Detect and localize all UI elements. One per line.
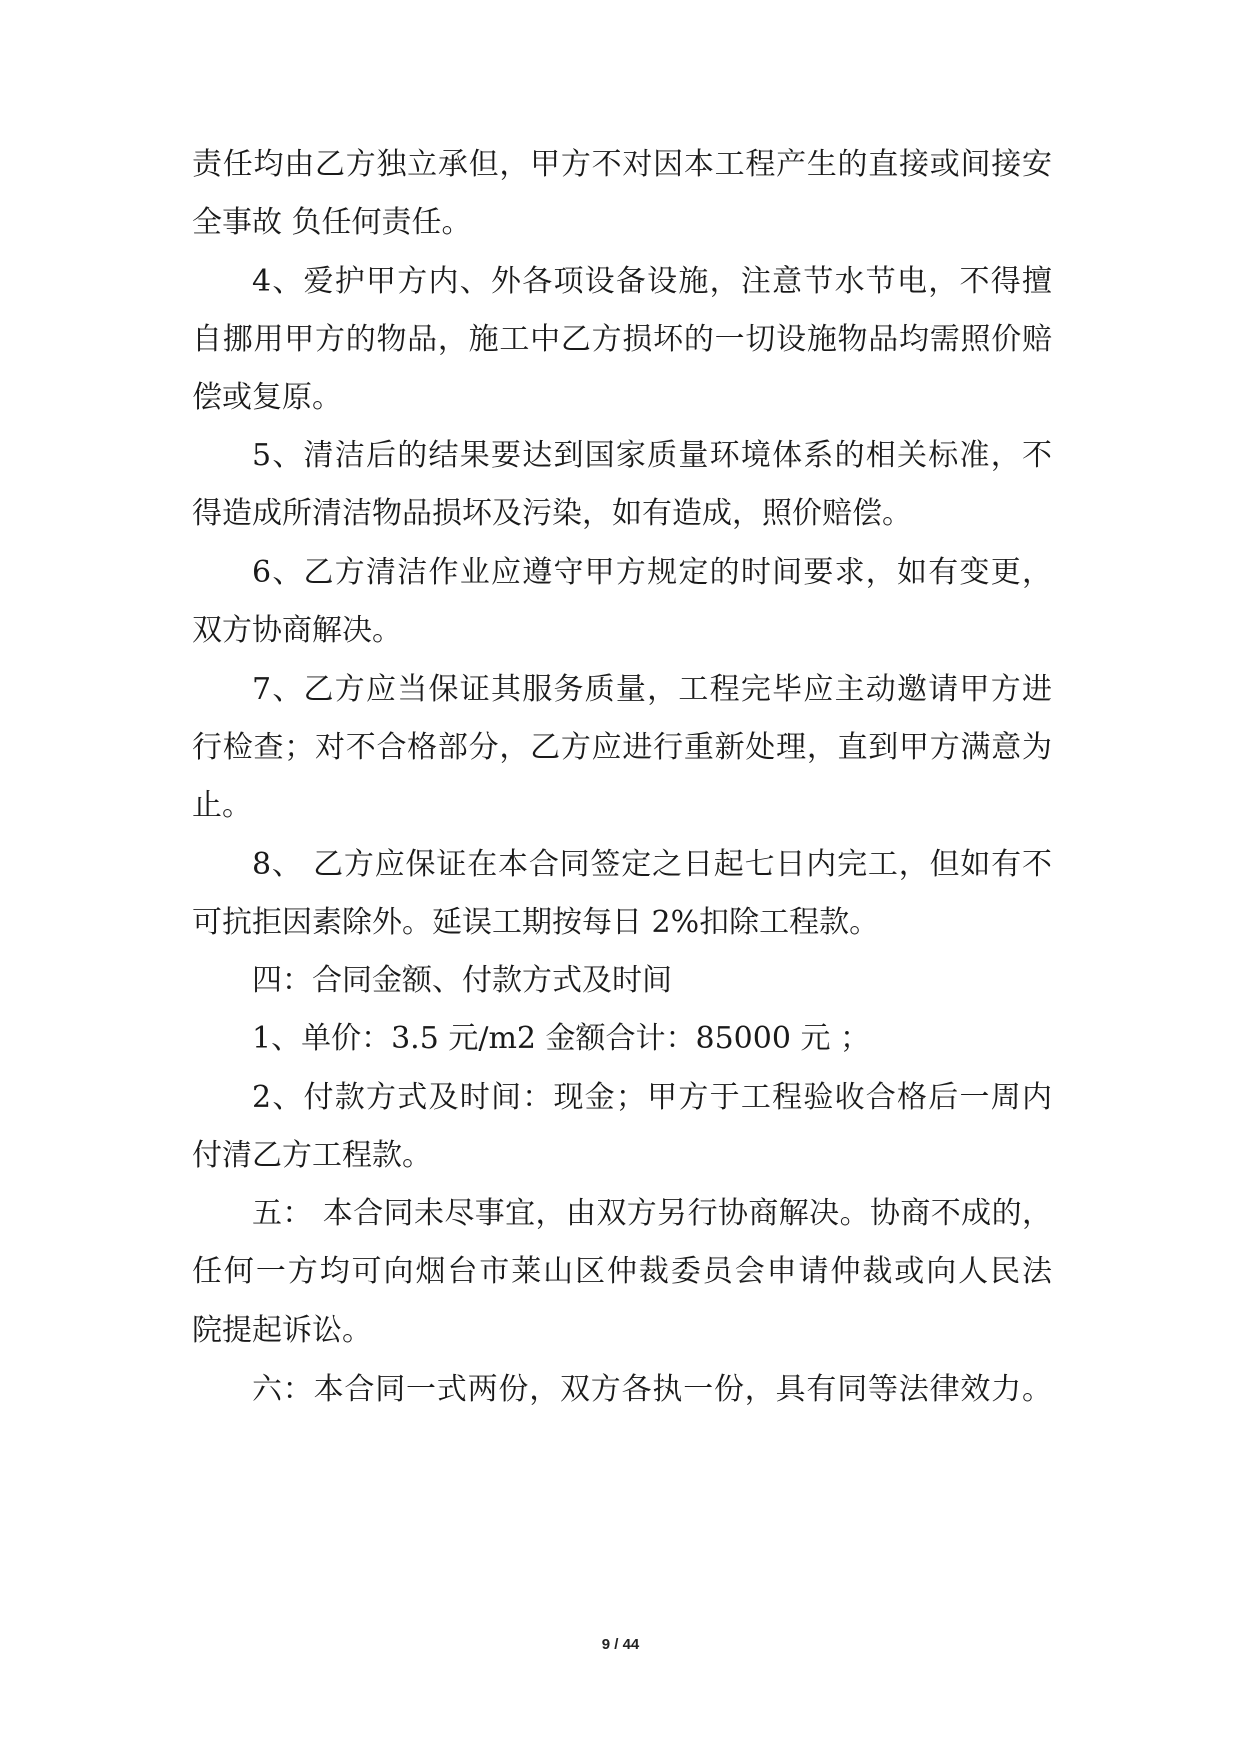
page-number: 9 / 44 bbox=[601, 1636, 640, 1653]
text-line: 可抗拒因素除外。延误工期按每日 2%扣除工程款。 bbox=[192, 905, 880, 940]
unit-price-line: 1、单价：3.5 元/m2 金额合计：85000 元 ； bbox=[252, 1021, 871, 1056]
text-line: 自挪用甲方的物品，施工中乙方损坏的一切设施物品均需照价赔 bbox=[192, 322, 1052, 357]
paragraph-8-line: 8、 乙方应保证在本合同签定之日起七日内完工，但如有不 bbox=[252, 847, 1052, 882]
text-line: 院提起诉讼。 bbox=[192, 1313, 372, 1348]
paragraph-4-line: 4、爱护甲方内、外各项设备设施，注意节水节电，不得擅 bbox=[252, 264, 1052, 299]
text-line: 得造成所清洁物品损坏及污染，如有造成，照价赔偿。 bbox=[192, 496, 912, 531]
payment-method-line: 2、付款方式及时间：现金；甲方于工程验收合格后一周内 bbox=[252, 1080, 1052, 1115]
section-heading-5: 五： 本合同未尽事宜，由双方另行协商解决。协商不成的， bbox=[252, 1196, 1052, 1231]
text-line: 全事故 负任何责任。 bbox=[192, 205, 472, 240]
paragraph-6-line: 6、乙方清洁作业应遵守甲方规定的时间要求，如有变更， bbox=[252, 555, 1052, 590]
paragraph-7-line: 7、乙方应当保证其服务质量，工程完毕应主动邀请甲方进 bbox=[252, 672, 1052, 707]
text-line: 付清乙方工程款。 bbox=[192, 1138, 432, 1173]
text-line: 止。 bbox=[192, 788, 252, 823]
section-heading-6: 六：本合同一式两份，双方各执一份，具有同等法律效力。 bbox=[252, 1372, 1052, 1407]
text-line: 行检查；对不合格部分，乙方应进行重新处理，直到甲方满意为 bbox=[192, 730, 1052, 765]
text-line: 责任均由乙方独立承但，甲方不对因本工程产生的直接或间接安 bbox=[192, 147, 1052, 182]
paragraph-5-line: 5、清洁后的结果要达到国家质量环境体系的相关标准，不 bbox=[252, 438, 1052, 473]
text-line: 偿或复原。 bbox=[192, 380, 342, 415]
text-line: 双方协商解决。 bbox=[192, 613, 402, 648]
text-line: 任何一方均可向烟台市莱山区仲裁委员会申请仲裁或向人民法 bbox=[192, 1254, 1052, 1289]
section-heading-4: 四：合同金额、付款方式及时间 bbox=[252, 963, 672, 998]
